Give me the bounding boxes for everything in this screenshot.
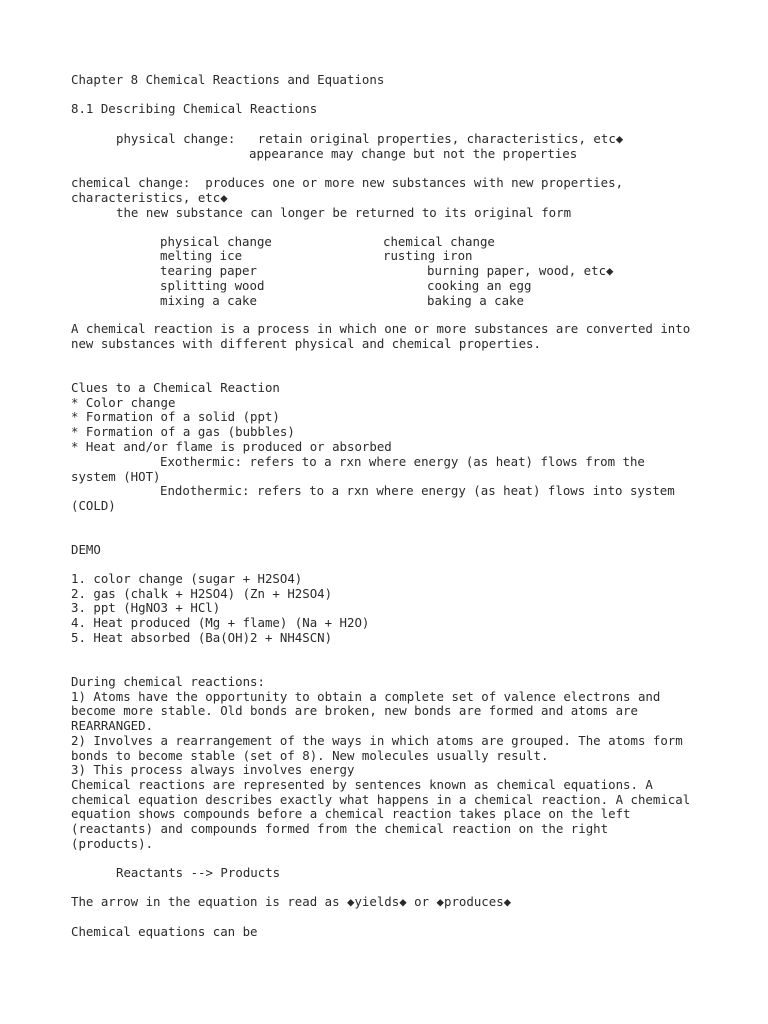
table-header-physical: physical change — [160, 234, 272, 249]
chapter-title: Chapter 8 Chemical Reactions and Equations — [71, 72, 385, 87]
body-line: Chemical reactions are represented by sentences known as chemical equations. A — [71, 777, 653, 792]
body-line: (reactants) and compounds formed from the chemical reaction on the right — [71, 821, 609, 836]
table-cell: splitting wood — [160, 278, 265, 293]
chemical-change-definition: chemical change: produces one or more new substances with new properties, — [71, 175, 624, 190]
demo-item: 1. color change (sugar + H2SO4) — [71, 571, 303, 586]
body-line: 1) Atoms have the opportunity to obtain a complete set of valence electrons and — [71, 689, 661, 704]
body-line: 2) Involves a rearrangement of the ways in which atoms are grouped. The atoms form — [71, 733, 683, 748]
final-line: Chemical equations can be — [71, 924, 258, 939]
during-heading: During chemical reactions: — [71, 674, 265, 689]
clue-item: * Heat and/or flame is produced or absorbed — [71, 439, 392, 454]
table-cell: mixing a cake — [160, 293, 257, 308]
body-line: 3) This process always involves energy — [71, 762, 355, 777]
demo-item: 5. Heat absorbed (Ba(OH)2 + NH4SCN) — [71, 630, 333, 645]
table-cell: burning paper, wood, etc◆ — [427, 263, 614, 278]
table-cell: tearing paper — [160, 263, 257, 278]
exothermic-definition: Exothermic: refers to a rxn where energy (as heat) flows from the — [160, 454, 645, 469]
table-cell: cooking an egg — [427, 278, 532, 293]
body-line: equation shows compounds before a chemical reaction takes place on the left — [71, 806, 631, 821]
physical-change-definition: physical change: retain original properties, characteristics, etc◆ — [116, 131, 624, 146]
exothermic-definition-cont: system (HOT) — [71, 469, 161, 484]
physical-change-note: appearance may change but not the properties — [249, 146, 578, 161]
endothermic-definition: Endothermic: refers to a rxn where energy (as heat) flows into system — [160, 483, 675, 498]
body-line: bonds to become stable (set of 8). New molecules usually result. — [71, 748, 549, 763]
section-title: 8.1 Describing Chemical Reactions — [71, 101, 318, 116]
body-line: become more stable. Old bonds are broken, new bonds are formed and atoms are — [71, 703, 638, 718]
chemical-change-note: the new substance can longer be returned to its original form — [116, 205, 572, 220]
table-cell: rusting iron — [383, 248, 473, 263]
demo-heading: DEMO — [71, 542, 101, 557]
reaction-definition: A chemical reaction is a process in which one or more substances are converted into — [71, 321, 691, 336]
body-line: REARRANGED. — [71, 718, 154, 733]
clues-heading: Clues to a Chemical Reaction — [71, 380, 280, 395]
table-header-chemical: chemical change — [383, 234, 495, 249]
demo-item: 4. Heat produced (Mg + flame) (Na + H2O) — [71, 615, 370, 630]
table-cell: baking a cake — [427, 293, 524, 308]
body-line: (products). — [71, 836, 154, 851]
body-line: chemical equation describes exactly what happens in a chemical reaction. A chemical — [71, 792, 691, 807]
table-cell: melting ice — [160, 248, 243, 263]
clue-item: * Color change — [71, 395, 176, 410]
demo-item: 2. gas (chalk + H2SO4) (Zn + H2SO4) — [71, 586, 333, 601]
chemical-change-definition-cont: characteristics, etc◆ — [71, 190, 228, 205]
clue-item: * Formation of a solid (ppt) — [71, 409, 280, 424]
reaction-definition-cont: new substances with different physical and chemical properties. — [71, 336, 541, 351]
demo-item: 3. ppt (HgNO3 + HCl) — [71, 600, 221, 615]
endothermic-definition-cont: (COLD) — [71, 498, 116, 513]
reactants-products-equation: Reactants --> Products — [116, 865, 281, 880]
clue-item: * Formation of a gas (bubbles) — [71, 424, 295, 439]
arrow-explanation: The arrow in the equation is read as ◆yields◆ or ◆produces◆ — [71, 894, 512, 909]
